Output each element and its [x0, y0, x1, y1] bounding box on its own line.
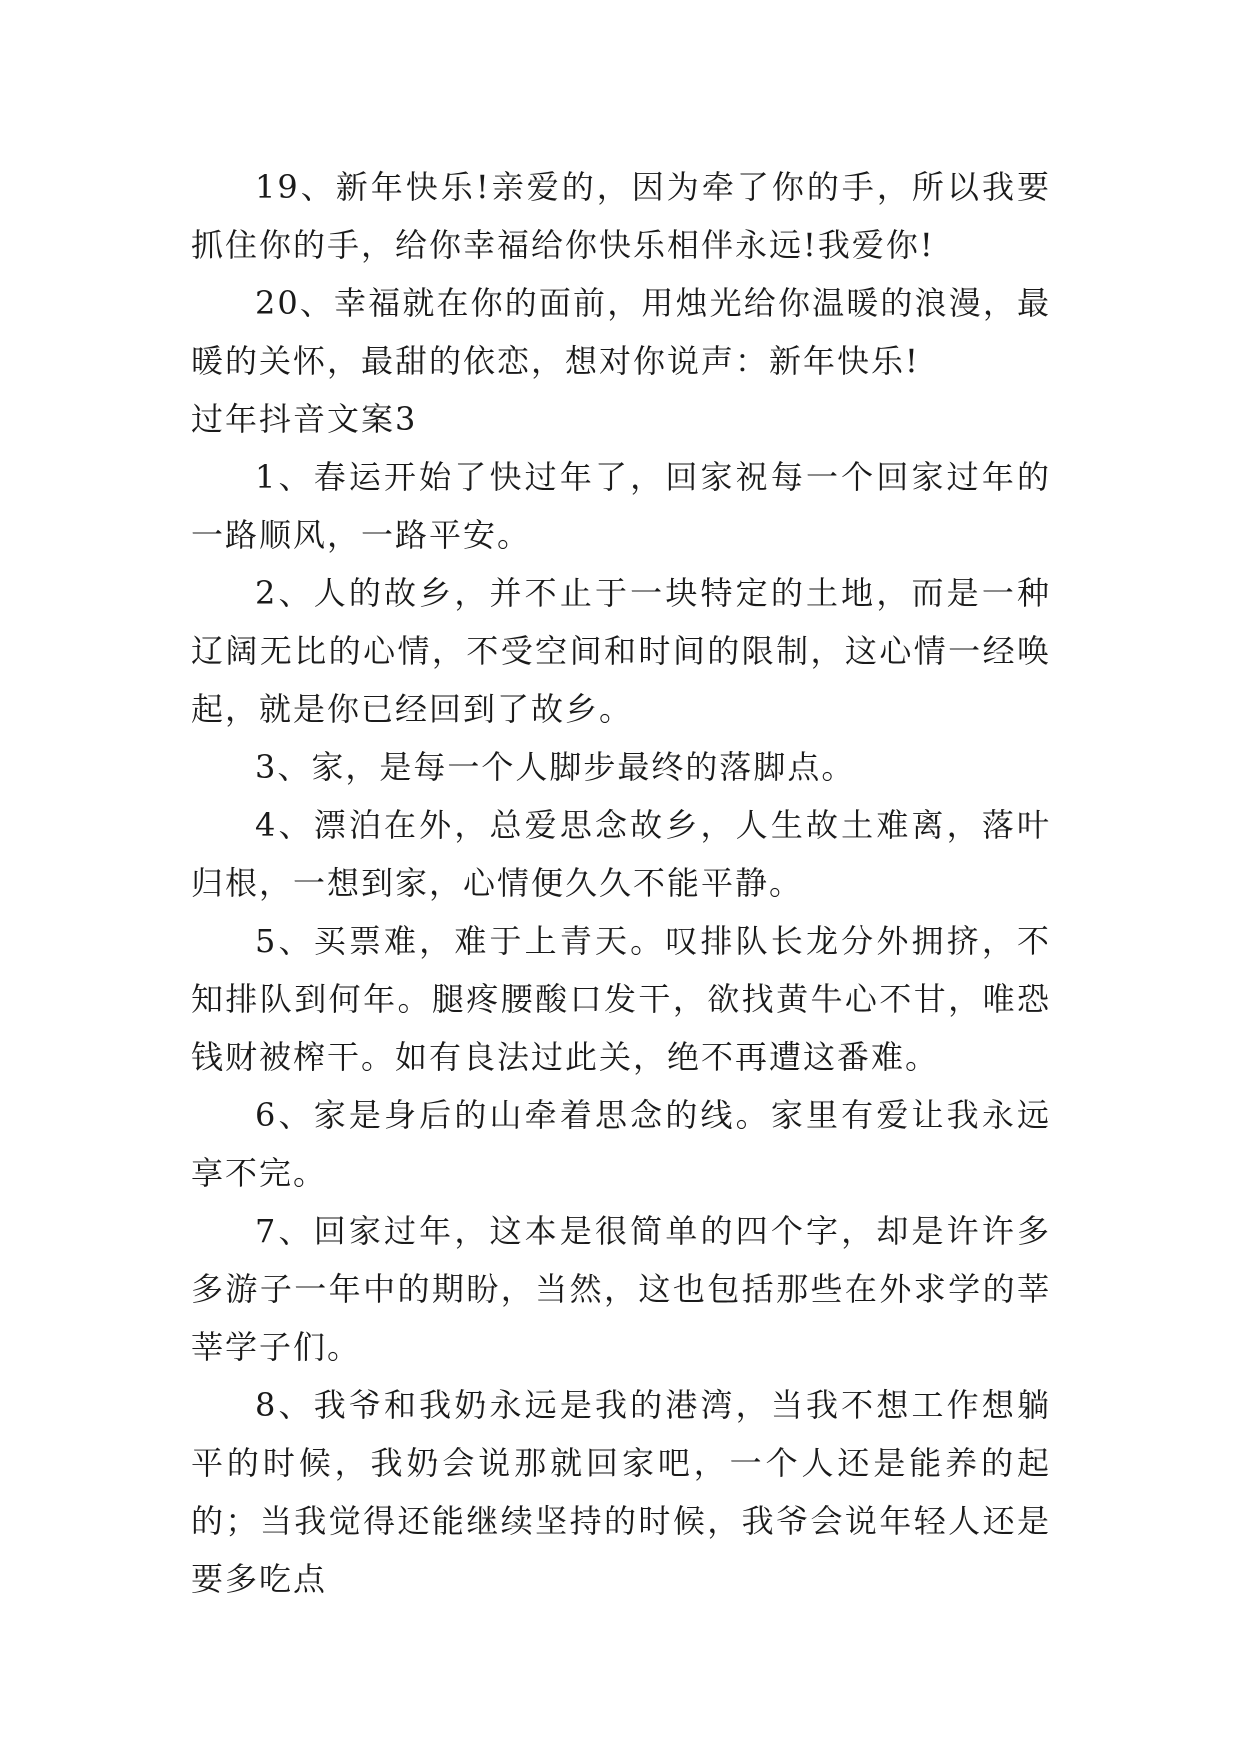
- paragraph-8: 8、我爷和我奶永远是我的港湾，当我不想工作想躺平的时候，我奶会说那就回家吧，一个人还是能养的起的；当我觉得还能继续坚持的时候，我爷会说年轻人还是要多吃点: [191, 1386, 1051, 1598]
- paragraph-5: 5、买票难，难于上青天。叹排队长龙分外拥挤，不知排队到何年。腿疼腰酸口发干，欲找黄牛心不甘，唯恐钱财被榨干。如有良法过此关，绝不再遭这番难。: [191, 922, 1051, 1076]
- section-heading: 过年抖音文案3: [191, 400, 418, 438]
- paragraph-7: 7、回家过年，这本是很简单的四个字，却是许许多多游子一年中的期盼，当然，这也包括那些在外求学的莘莘学子们。: [191, 1212, 1051, 1366]
- paragraph-6: 6、家是身后的山牵着思念的线。家里有爱让我永远享不完。: [191, 1096, 1051, 1192]
- paragraph-2: 2、人的故乡，并不止于一块特定的土地，而是一种辽阔无比的心情，不受空间和时间的限制，这心情一经唤起，就是你已经回到了故乡。: [191, 574, 1051, 728]
- paragraph-4: 4、漂泊在外，总爱思念故乡，人生故土难离，落叶归根，一想到家，心情便久久不能平静。: [191, 806, 1051, 902]
- paragraph-19: 19、新年快乐!亲爱的，因为牵了你的手，所以我要抓住你的手，给你幸福给你快乐相伴永远!我爱你!: [191, 168, 1051, 264]
- document-body: [191, 158, 1051, 1608]
- paragraph-1: 1、春运开始了快过年了，回家祝每一个回家过年的一路顺风，一路平安。: [191, 458, 1051, 554]
- paragraph-3: 3、家，是每一个人脚步最终的落脚点。: [255, 748, 856, 786]
- paragraph-20: 20、幸福就在你的面前，用烛光给你温暖的浪漫，最暖的关怀，最甜的依恋，想对你说声：新年快乐!: [191, 284, 1051, 380]
